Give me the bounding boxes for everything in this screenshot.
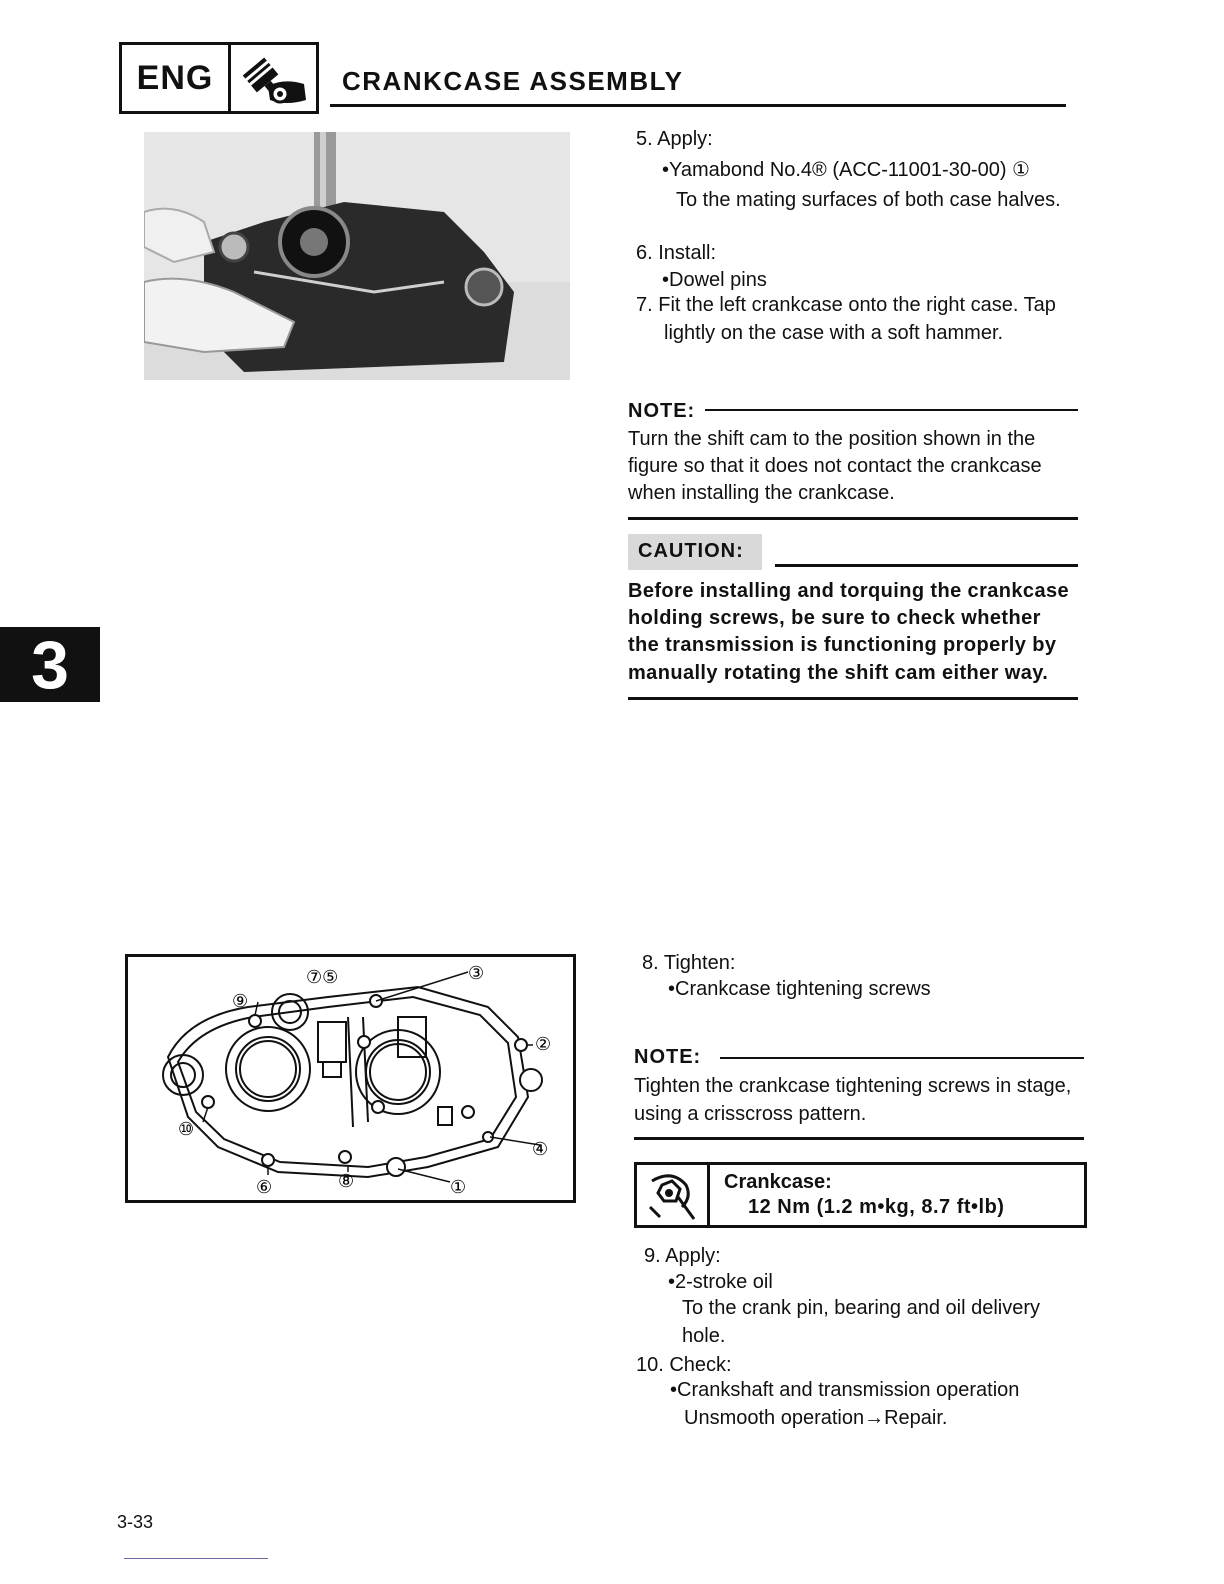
step-5-detail: To the mating surfaces of both case halves. <box>676 189 1061 211</box>
diagram-label-4: ④ <box>532 1139 549 1160</box>
diagram-label-6: ⑥ <box>256 1177 273 1198</box>
step-10-title: 10. Check: <box>636 1354 732 1376</box>
step-10-item: •Crankshaft and transmission operation <box>670 1379 1020 1401</box>
step-9-item: •2-stroke oil <box>668 1271 773 1293</box>
note-2-line1: Tighten the crankcase tightening screws in stage, <box>634 1075 1072 1097</box>
note-2-label: NOTE: <box>634 1046 702 1068</box>
note-1-line1: Turn the shift cam to the position shown in the <box>628 428 1036 450</box>
step-7-line2: lightly on the case with a soft hammer. <box>664 322 1004 344</box>
crankcase-photo <box>144 132 570 380</box>
note-1-line2: figure so that it does not contact the crankcase <box>628 455 1042 477</box>
step-6-title: 6. Install: <box>636 242 717 264</box>
step-7-line1: 7. Fit the left crankcase onto the right case. Tap <box>636 294 1056 316</box>
caution-line4: manually rotating the shift cam either way. <box>628 662 1049 684</box>
caution-line3: the transmission is functioning properly by <box>628 634 1057 656</box>
diagram-label-8: ⑧ <box>338 1171 355 1192</box>
caution-rule-bottom <box>628 697 1078 700</box>
diagram-label-1: ① <box>450 1177 467 1198</box>
footer-line <box>124 1558 268 1559</box>
torque-spec-box <box>634 1162 1087 1228</box>
note-1-line3: when installing the crankcase. <box>628 482 895 504</box>
caution-rule-top <box>775 564 1078 567</box>
caution-line1: Before installing and torquing the crankcase <box>628 580 1070 602</box>
caution-line2: holding screws, be sure to check whether <box>628 607 1041 629</box>
page-number: 3-33 <box>117 1512 154 1532</box>
step-9-detail2: hole. <box>682 1325 726 1347</box>
diagram-label-7-5: ⑦⑤ <box>306 967 339 988</box>
torque-value: 12 Nm (1.2 m•kg, 8.7 ft•lb) <box>748 1196 1005 1218</box>
header-rule <box>330 104 1066 107</box>
note-2-line2: using a crisscross pattern. <box>634 1103 867 1125</box>
step-5-title: 5. Apply: <box>636 128 713 150</box>
step-8-item: •Crankcase tightening screws <box>668 978 931 1000</box>
caution-label: CAUTION: <box>638 540 744 562</box>
step-9-title: 9. Apply: <box>644 1245 721 1267</box>
step-6-item: •Dowel pins <box>662 269 767 291</box>
engine-piston-icon <box>231 45 316 111</box>
section-label: ENG <box>122 45 231 111</box>
crankcase-diagram <box>125 954 576 1203</box>
step-9-detail1: To the crank pin, bearing and oil delivery <box>682 1297 1040 1319</box>
page-title: CRANKCASE ASSEMBLY <box>342 66 684 96</box>
section-header-box <box>119 42 319 114</box>
torque-wrench-icon <box>637 1165 710 1225</box>
note-2-rule-top <box>720 1057 1084 1059</box>
note-1-rule-bottom <box>628 517 1078 520</box>
diagram-label-2: ② <box>535 1034 552 1055</box>
note-1-label: NOTE: <box>628 400 696 422</box>
diagram-label-9: ⑨ <box>232 991 249 1012</box>
chapter-tab: 3 <box>0 627 100 702</box>
diagram-label-3: ③ <box>468 963 485 984</box>
step-8-title: 8. Tighten: <box>642 952 736 974</box>
torque-label: Crankcase: <box>724 1171 832 1193</box>
step-5-item: •Yamabond No.4® (ACC-11001-30-00) ① <box>662 159 1030 181</box>
note-2-rule-bottom <box>634 1137 1084 1140</box>
diagram-label-10: ⑩ <box>178 1119 195 1140</box>
note-1-rule-top <box>705 409 1078 411</box>
step-10-detail: Unsmooth operation→Repair. <box>684 1407 948 1429</box>
